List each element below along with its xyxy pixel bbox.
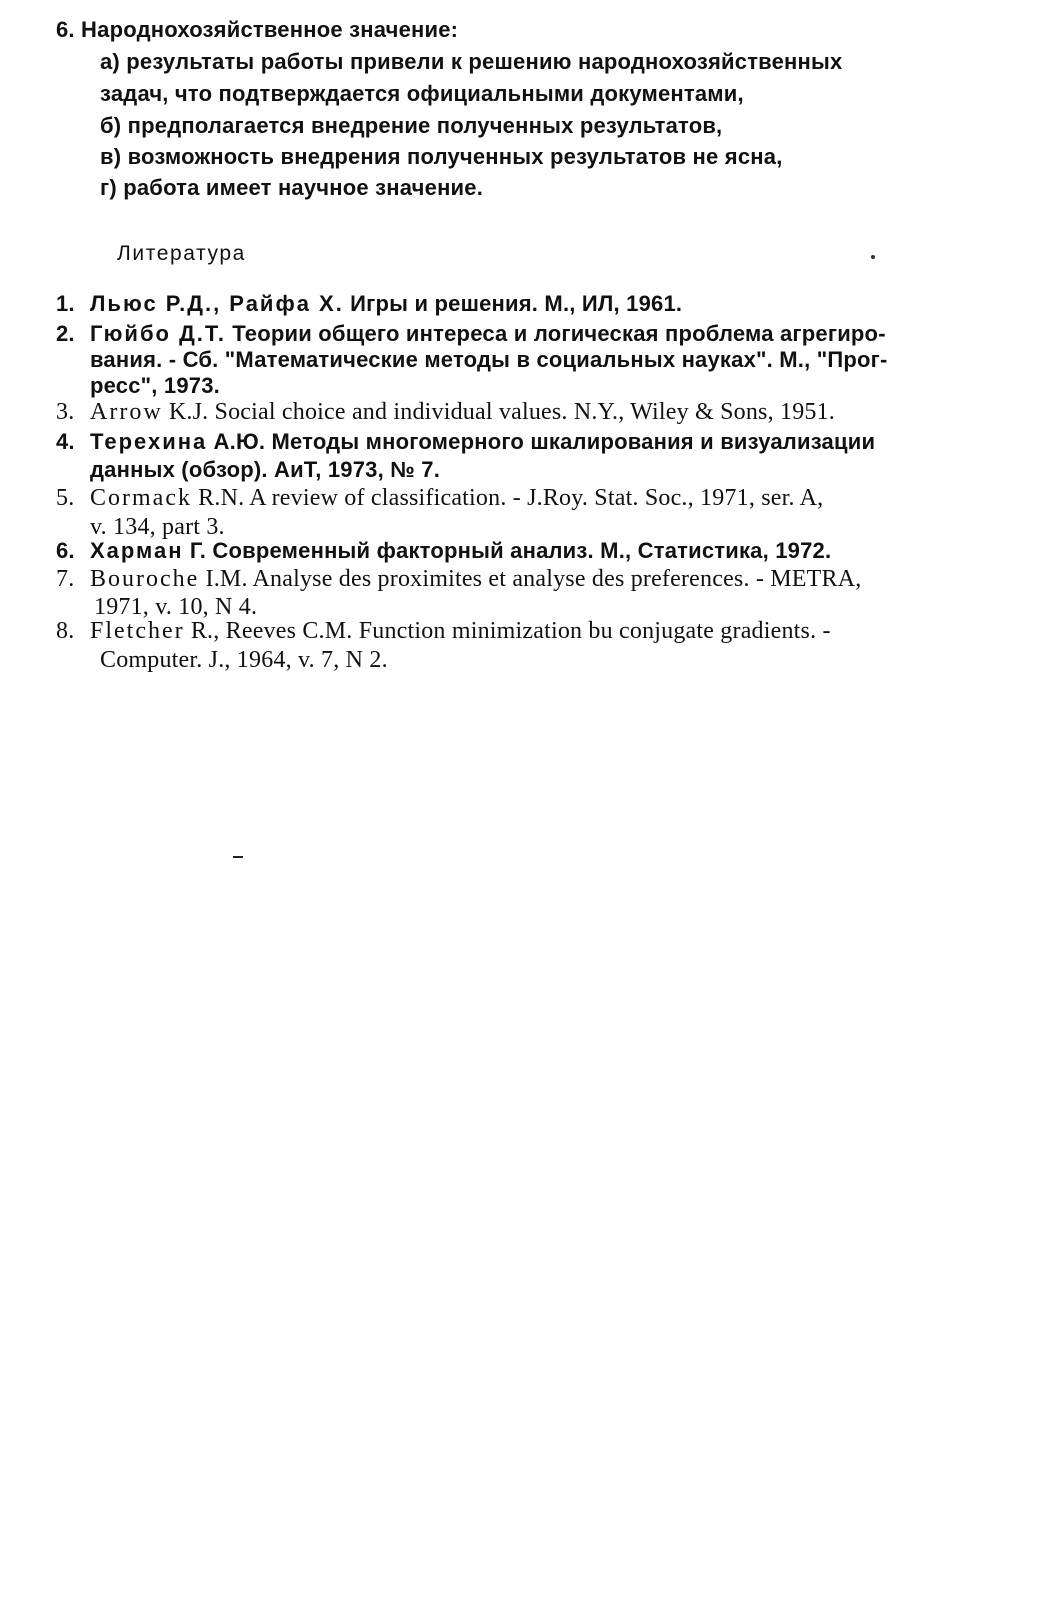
reference-item [56, 428, 875, 456]
reference-author: Bouroche [90, 566, 200, 592]
reference-continuation: ресс", 1973. [90, 373, 220, 398]
reference-text: А.Ю. Методы многомерного шкалирования и визуализации [207, 429, 876, 454]
reference-continuation: вания. - Сб. "Математические методы в социальных науках". М., "Прог- [90, 347, 888, 372]
reference-number: 2. [56, 321, 75, 346]
reference-number: 8. [56, 618, 75, 644]
reference-number: 5. [56, 485, 75, 511]
reference-item [56, 617, 831, 645]
reference-number: 7. [56, 566, 75, 592]
list-item: б) предполагается внедрение полученных результатов, [100, 113, 723, 138]
reference-text: Теории общего интереса и логическая проблема агрегиро- [225, 321, 886, 346]
reference-text: R., Reeves C.M. Function minimization bu conjugate gradients. - [184, 618, 831, 644]
section-heading: 6. Народнохозяйственное значение: [56, 17, 459, 42]
reference-author: Харман [90, 538, 184, 563]
reference-number: 6. [56, 538, 75, 563]
reference-text: Игры и решения. М., ИЛ, 1961. [343, 291, 683, 316]
reference-number: 4. [56, 429, 75, 454]
list-item: а) результаты работы привели к решению народнохозяйственных [100, 49, 843, 74]
reference-author: Терехина [90, 429, 208, 454]
reference-item [56, 290, 682, 318]
list-item: г) работа имеет научное значение. [100, 175, 484, 200]
reference-item [56, 537, 831, 565]
reference-continuation: 1971, v. 10, N 4. [94, 594, 258, 620]
reference-text: R.N. A review of classification. - J.Roy. Stat. Soc., 1971, ser. A, [191, 485, 824, 511]
reference-item [56, 320, 886, 348]
reference-author: Льюс Р.Д., Райфа Х. [90, 291, 344, 316]
reference-number: 3. [56, 399, 75, 425]
scan-mark [233, 856, 243, 858]
list-item: в) возможность внедрения полученных результатов не ясна, [100, 144, 783, 169]
scan-speck [871, 255, 875, 259]
reference-continuation: данных (обзор). АиТ, 1973, № 7. [90, 457, 441, 482]
reference-item [56, 565, 861, 593]
reference-text: I.M. Analyse des proximites et analyse des preferences. - METRA, [199, 566, 862, 592]
reference-author: Arrow [90, 399, 163, 425]
reference-text: Г. Современный факторный анализ. М., Статистика, 1972. [183, 538, 832, 563]
reference-continuation: v. 134, part 3. [90, 514, 225, 540]
reference-number: 1. [56, 291, 75, 316]
reference-author: Cormack [90, 485, 192, 511]
reference-author: Гюйбо Д.Т. [90, 321, 226, 346]
reference-item [56, 398, 835, 426]
reference-item [56, 484, 823, 512]
literature-title: Литература [117, 242, 246, 265]
reference-continuation: Computer. J., 1964, v. 7, N 2. [100, 647, 388, 673]
reference-author: Fletcher [90, 618, 185, 644]
reference-text: K.J. Social choice and individual values. N.Y., Wiley & Sons, 1951. [162, 399, 836, 425]
list-item: задач, что подтверждается официальными документами, [100, 81, 744, 106]
